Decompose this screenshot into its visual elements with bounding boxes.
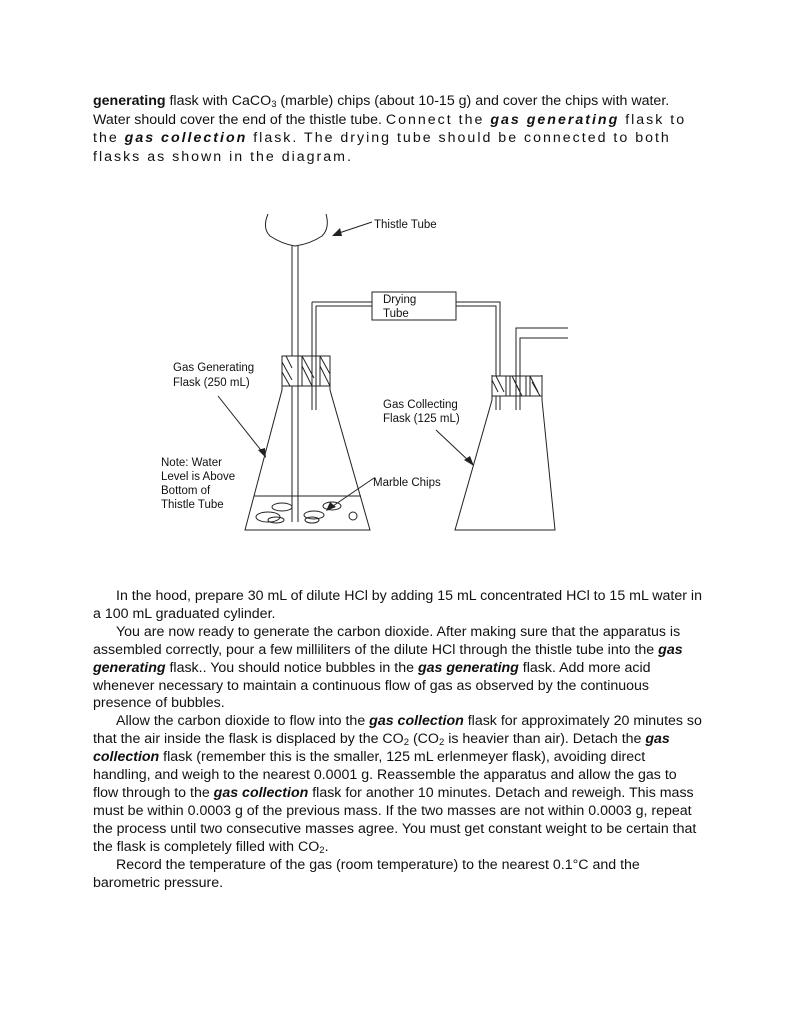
intro-flask-end: flask. The drying tube should be connected to both flasks as shown in the diagram. xyxy=(93,130,671,165)
procedure-text xyxy=(93,588,703,892)
thistle-arrow xyxy=(336,222,372,234)
paragraph-collect xyxy=(93,713,703,856)
intro-connect: Connect the xyxy=(385,111,491,128)
apparatus-diagram xyxy=(0,200,791,540)
label-thistle-tube: Thistle Tube xyxy=(374,219,437,231)
label-note-1: Note: Water xyxy=(161,457,222,469)
intro-gas-collection: gas collection xyxy=(124,130,248,146)
label-gen-flask-2: Flask (250 mL) xyxy=(173,377,250,389)
coll-flask-arrow xyxy=(436,430,470,462)
label-note-2: Level is Above xyxy=(161,471,236,483)
intro-generating: generating xyxy=(526,111,620,128)
label-note-4: Thistle Tube xyxy=(161,499,224,511)
label-drying-1: Drying xyxy=(383,294,417,306)
subscript-3: 3 xyxy=(271,99,277,110)
p3-gas-generating-2: gas generating xyxy=(417,659,519,676)
intro-text-a: flask with CaCO xyxy=(165,93,272,109)
thistle-funnel xyxy=(265,214,327,246)
p3-gas-generating-1: gas generating xyxy=(93,641,683,676)
p4-sub-1: 2 xyxy=(403,737,410,749)
p4-sub-3: 2 xyxy=(319,844,325,856)
collecting-flask xyxy=(455,375,555,530)
p4-gas-collection-3: gas collection xyxy=(213,784,309,801)
gen-flask-arrow xyxy=(218,396,264,454)
p4-gas-collection-1: gas collection xyxy=(369,713,464,730)
paragraph-record: Record the temperature of the gas (room temperature) to the nearest 0.1°C and the barometric pressure. xyxy=(93,856,640,891)
intro-marble: (marble) xyxy=(276,93,338,109)
intro-text-b: chips (about 10-15 g) and cover the chips with water. Water should cover the end of the thistle tube. xyxy=(93,93,670,128)
label-marble-chips: Marble Chips xyxy=(373,477,441,489)
p4-text-b: flask for approximately 20 minutes so that the air inside the flask is displaced by the CO xyxy=(93,713,702,748)
paragraph-generate xyxy=(93,624,703,714)
intro-gas: gas xyxy=(490,111,521,128)
label-coll-flask-2: Flask (125 mL) xyxy=(383,413,460,425)
p4-text-c: (CO xyxy=(409,731,439,748)
bold-generating: generating xyxy=(93,93,166,109)
p3-text-c: flask. Add more acid whenever necessary to maintain a continuous flow of gas as observed by the continuous presence of bubbles. xyxy=(93,659,651,712)
p3-text-a: You are now ready to generate the carbon dioxide. After making sure that the apparatus is assembled correctly, pour a few milliliters of the dilute HCl through the thistle tube into the xyxy=(93,623,681,658)
p4-text-f: flask for another 10 minutes. Detach and reweigh. This mass must be within 0.0003 g of the previous mass. If the two masses are not within 0.0003 g, repeat the process until two consecutive masses agree. You must get constant weight to be certain that the flask is completely filled with CO xyxy=(93,784,697,855)
intro-paragraph xyxy=(93,92,703,166)
p4-text-e: flask (remember this is the smaller, 125 mL erlenmeyer flask), avoiding direct handling, and weigh to the nearest 0.0001 g. Reassemble the apparatus and allow the gas to flow through to the xyxy=(93,749,677,801)
label-gen-flask-1: Gas Generating xyxy=(173,362,255,374)
p4-text-a: Allow the carbon dioxide to flow into the xyxy=(116,713,370,730)
label-coll-flask-1: Gas Collecting xyxy=(383,399,458,411)
label-note-3: Bottom of xyxy=(161,485,211,497)
p4-gas-collection-2: gas collection xyxy=(93,731,670,766)
p4-text-d: is heavier than air). Detach the xyxy=(444,731,646,748)
paragraph-hcl: In the hood, prepare 30 mL of dilute HCl by adding 15 mL concentrated HCl to 15 mL water in a 100 mL graduated cylinder. xyxy=(93,588,702,622)
label-drying-2: Tube xyxy=(383,308,409,320)
marble-arrow xyxy=(330,478,374,508)
p4-sub-2: 2 xyxy=(438,737,445,749)
p3-text-b: flask.. You should notice bubbles in the xyxy=(165,659,418,676)
p4-text-g: . xyxy=(324,838,329,855)
intro-flask-to: flask to the xyxy=(93,111,687,146)
